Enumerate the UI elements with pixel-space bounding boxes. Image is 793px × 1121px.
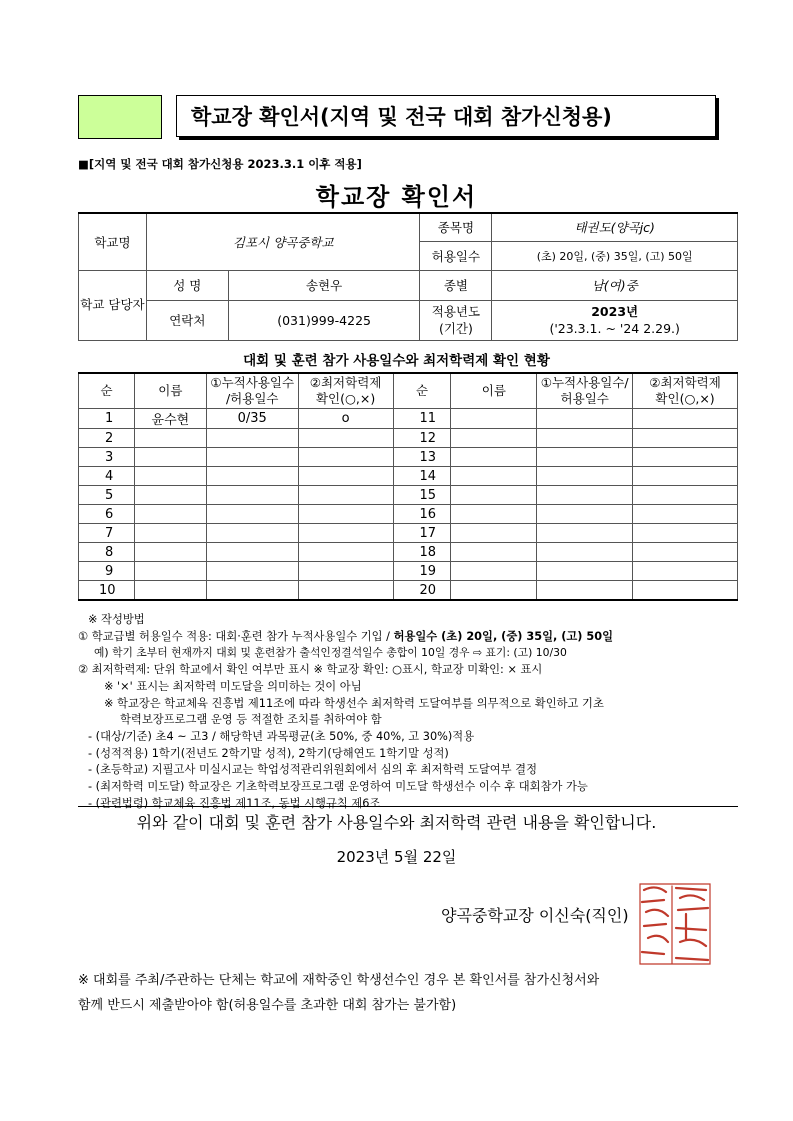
table-row (79, 486, 738, 505)
note-3: ※ '×' 표시는 최저학력 미도달을 의미하는 것이 아님 (104, 679, 362, 693)
note-7: - (초등학교) 지필고사 미실시교는 학업성적관리위원회에서 심의 후 최저학력 도달여부 결정 (88, 763, 537, 777)
allow-days-label: 허용일수 (420, 241, 492, 270)
info-table (78, 212, 738, 341)
contact-value: (031)999-4225 (228, 300, 420, 340)
footer-note-cont: 함께 반드시 제출받아야 함(허용일수를 초과한 대회 참가는 불가함) (78, 998, 457, 1013)
event-label: 종목명 (420, 213, 492, 241)
header-check-right: ②최저학력제 (649, 375, 721, 390)
header-days-2: /허용일수 (225, 391, 279, 406)
row-no-right: 13 (393, 448, 451, 467)
table-row (79, 562, 738, 581)
row-no-right: 19 (393, 562, 451, 581)
row-no-right: 17 (393, 524, 451, 543)
status-table (78, 372, 738, 601)
divider (78, 806, 738, 807)
gender-label: 종별 (420, 270, 492, 300)
note-1-bold: 허용일수 (초) 20일, (중) 35일, (고) 50일 (393, 629, 614, 643)
header-check-right-2: 확인(○,×) (655, 391, 715, 406)
table-row (79, 505, 738, 524)
row-no: 2 (79, 429, 135, 448)
row-no: 3 (79, 448, 135, 467)
row-no: 5 (79, 486, 135, 505)
header-days-right-2: 허용일수 (560, 391, 609, 406)
year-value: 2023년 (591, 304, 639, 319)
row-no: 8 (79, 543, 135, 562)
note-2: ② 최저학력제: 단위 학교에서 확인 여부만 표시 ※ 학교장 확인: ○표시, 학교장 미확인: × 표시 (78, 663, 543, 677)
instructions (78, 612, 743, 812)
note-9: - (관련법령) 학교체육 진흥법 제11조, 동법 시행규칙 제6조 (88, 796, 381, 810)
table-row (79, 543, 738, 562)
table-row (79, 467, 738, 486)
allow-days-value: (초) 20일, (중) 35일, (고) 50일 (492, 241, 738, 270)
document-type-title: 학교장 확인서(지역 및 전국 대회 참가신청용) (176, 95, 716, 137)
row-no-right: 16 (393, 505, 451, 524)
note-4: ※ 학교장은 학교체육 진흥법 제11조에 따라 학생선수 최저학력 도달여부를 의무적으로 확인하고 기초 (104, 696, 604, 710)
event-value: 태권도(양곡jc) (492, 213, 738, 241)
row-no: 1 (79, 409, 135, 429)
row-check: o (298, 409, 393, 429)
year-label: 적용년도 (431, 304, 481, 319)
staff-label: 학교 담당자 (79, 270, 147, 340)
period-value: ('23.3.1. ~ '24 2.29.) (549, 321, 680, 336)
row-no: 7 (79, 524, 135, 543)
row-no-right: 11 (393, 409, 451, 429)
row-days: 0/35 (206, 409, 298, 429)
confirmation-statement: 위와 같이 대회 및 훈련 참가 사용일수와 최저학력 관련 내용을 확인합니다. (136, 813, 657, 832)
header-no: 순 (79, 373, 135, 409)
applicability-note: ■[지역 및 전국 대회 참가신청용 2023.3.1 이후 적용] (78, 157, 362, 171)
row-no-right: 12 (393, 429, 451, 448)
row-no: 4 (79, 467, 135, 486)
row-no: 6 (79, 505, 135, 524)
notes-heading: ※ 작성방법 (88, 613, 145, 626)
principal-signature: 양곡중학교장 이신숙(직인) (441, 906, 629, 925)
note-1: ① 학교급별 허용일수 적용: 대회·훈련 참가 누적사용일수 기입 / (78, 629, 394, 643)
contact-label: 연락처 (146, 300, 228, 340)
row-no-right: 14 (393, 467, 451, 486)
status-title: 대회 및 훈련 참가 사용일수와 최저학력제 확인 현황 (243, 353, 550, 369)
note-8: - (최저학력 미도달) 학교장은 기초학력보장프로그램 운영하여 미도달 학생선수 이수 후 대회참가 가능 (88, 780, 588, 794)
name-label: 성 명 (146, 270, 228, 300)
table-row (79, 581, 738, 601)
row-no-right: 20 (393, 581, 451, 601)
row-no-right: 18 (393, 543, 451, 562)
table-row (79, 524, 738, 543)
header-name-right: 이름 (451, 373, 537, 409)
page-title: 학교장 확인서 (315, 183, 478, 211)
row-no: 9 (79, 562, 135, 581)
row-no-right: 15 (393, 486, 451, 505)
school-value: 김포시 양곡중학교 (146, 213, 420, 270)
note-1-example: 예) 학기 초부터 현재까지 대회 및 훈련참가 출석인정결석일수 총합이 10일 경우 ⇨ 표기: (고) 10/30 (94, 646, 567, 660)
issue-date: 2023년 5월 22일 (336, 848, 457, 866)
header-check: ②최저학력제 (309, 375, 382, 390)
note-6: - (성적적용) 1학기(전년도 2학기말 성적), 2학기(당해연도 1학기말 성적) (88, 746, 449, 760)
table-row (79, 429, 738, 448)
note-5: - (대상/기준) 초4 ~ 고3 / 해당학년 과목평균(초 50%, 중 40%, 고 30%)적용 (88, 729, 475, 743)
name-value: 송현우 (228, 270, 420, 300)
header-no-right: 순 (393, 373, 451, 409)
header-name: 이름 (134, 373, 206, 409)
footer-note: ※ 대회를 주최/주관하는 단체는 학교에 재학중인 학생선수인 경우 본 확인서를 참가신청서와 (78, 973, 600, 988)
color-marker-box (78, 95, 162, 139)
official-seal-icon (636, 880, 712, 968)
header-check-2: 확인(○,×) (315, 391, 376, 406)
school-label: 학교명 (79, 213, 147, 270)
header-days-right: ①누적사용일수/ (540, 375, 629, 390)
row-no: 10 (79, 581, 135, 601)
row-name: 윤수현 (134, 409, 206, 429)
note-4-cont: 학력보장프로그램 운영 등 적절한 조치를 취하여야 함 (120, 713, 382, 727)
header-days: ①누적사용일수 (210, 375, 295, 390)
period-label: (기간) (438, 321, 473, 336)
table-row (79, 409, 738, 429)
gender-value: 남(여)중 (492, 270, 738, 300)
table-row (79, 448, 738, 467)
